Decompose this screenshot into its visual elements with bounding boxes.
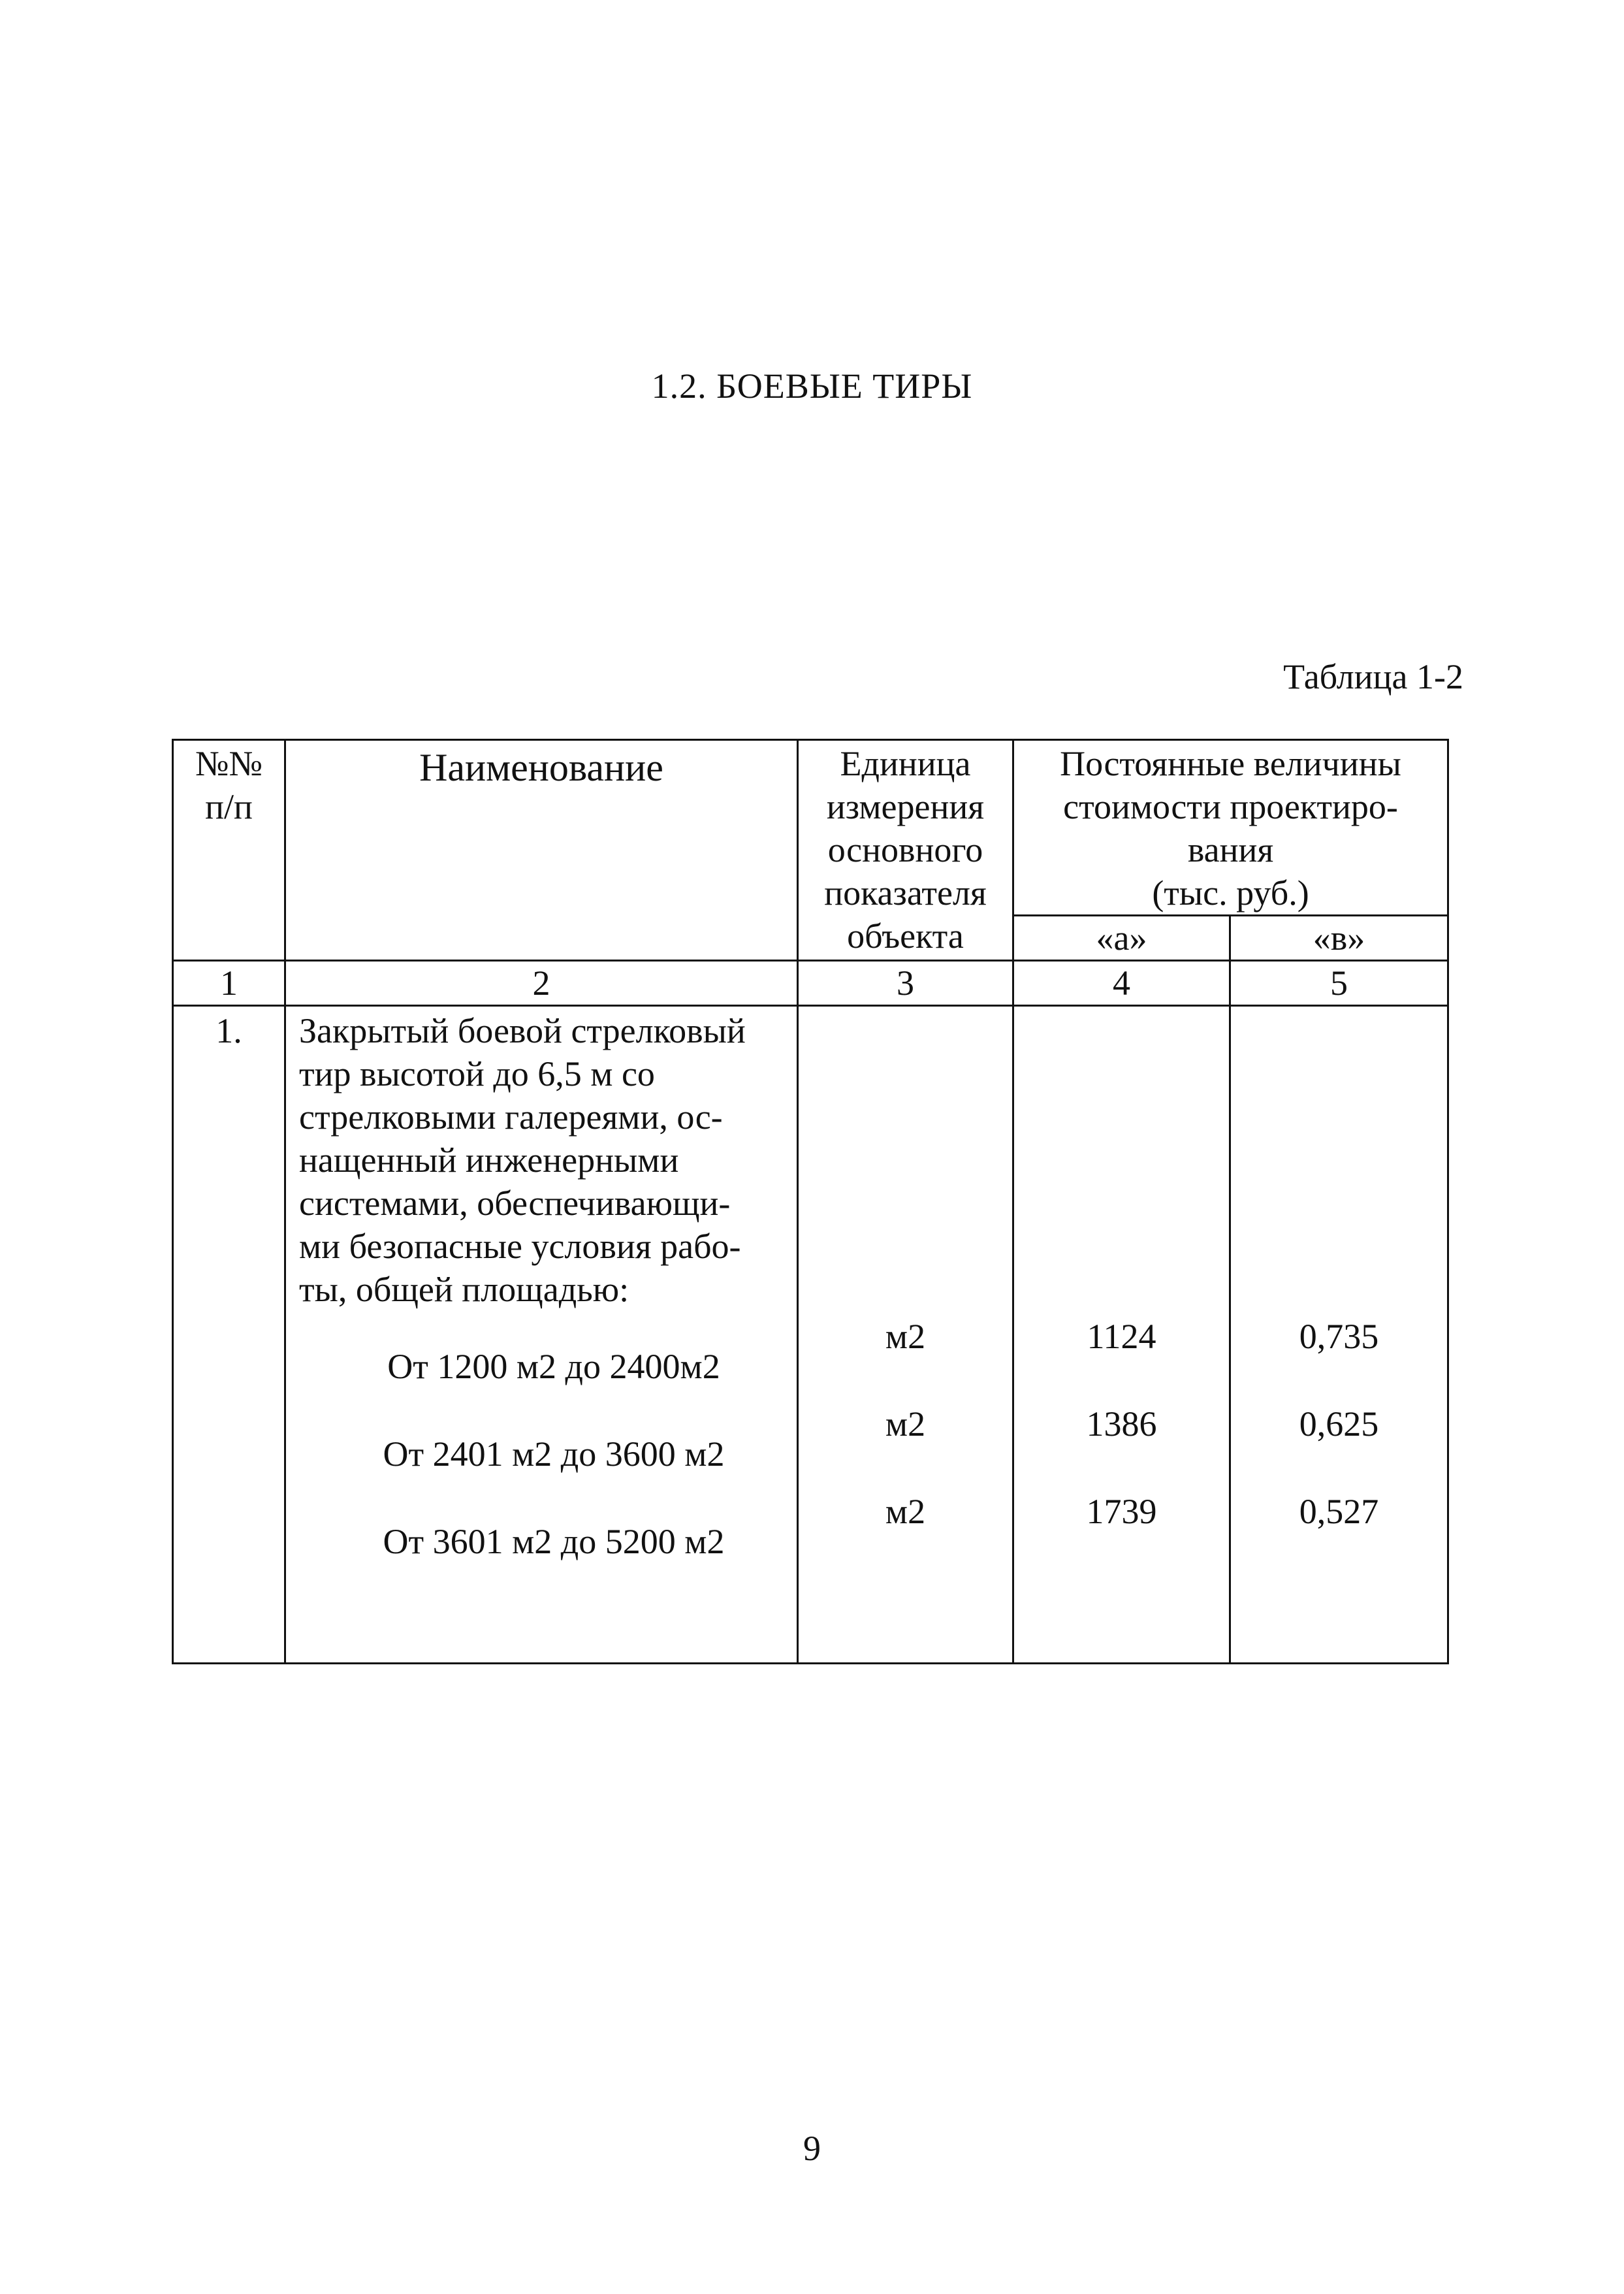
- header-unit-line-1: Единица: [840, 744, 971, 783]
- range-list: [299, 1345, 782, 1607]
- header-num-line-1: №№: [195, 744, 263, 783]
- column-index-1: 1: [173, 961, 285, 1006]
- column-index-4: 4: [1013, 961, 1230, 1006]
- table-row: [173, 1006, 1448, 1664]
- range-label-2: От 2401 м2 до 3600 м2: [383, 1434, 725, 1474]
- a-column: [1013, 1006, 1230, 1664]
- description-line-6: ми безопасные условия рабо-: [299, 1227, 741, 1266]
- header-const-line-1: Постоянные величины: [1060, 744, 1401, 783]
- header-unit-line-3: основного: [827, 830, 983, 869]
- header-unit-line-2: измерения: [826, 787, 985, 826]
- header-name: Наименование: [285, 740, 798, 961]
- header-unit-line-4: показателя: [824, 873, 987, 913]
- page-number: 9: [803, 2129, 821, 2168]
- range-unit-3: м2: [885, 1492, 926, 1531]
- range-unit-2: м2: [885, 1404, 926, 1444]
- column-index-3: 3: [798, 961, 1013, 1006]
- header-const-line-2: стоимости проектиро-: [1063, 787, 1398, 826]
- table-label: Таблица 1-2: [1283, 657, 1463, 696]
- description-line-4: нащенный инженерными: [299, 1140, 679, 1180]
- range-a-2: 1386: [1086, 1404, 1157, 1444]
- range-label-1: От 1200 м2 до 2400м2: [387, 1347, 720, 1386]
- column-index-5: 5: [1230, 961, 1448, 1006]
- row-description: [285, 1006, 798, 1664]
- header-const-line-3: вания: [1187, 830, 1274, 869]
- table-header-row: [173, 740, 1448, 916]
- description-line-5: системами, обеспечивающи-: [299, 1184, 731, 1223]
- range-a-1: 1124: [1087, 1317, 1156, 1356]
- section-title: 1.2. БОЕВЫЕ ТИРЫ: [651, 366, 973, 406]
- description-line-1: Закрытый боевой стрелковый: [299, 1011, 746, 1050]
- description-line-2: тир высотой до 6,5 м со: [299, 1054, 655, 1093]
- range-v-1: 0,735: [1299, 1317, 1379, 1356]
- column-index-row: [173, 961, 1448, 1006]
- cost-table: [172, 739, 1449, 1664]
- range-label-3: От 3601 м2 до 5200 м2: [383, 1522, 725, 1561]
- range-a-3: 1739: [1086, 1492, 1157, 1531]
- header-const-line-4: (тыс. руб.): [1152, 873, 1309, 913]
- header-num-line-2: п/п: [205, 787, 253, 826]
- description-line-3: стрелковыми галереями, ос-: [299, 1097, 723, 1137]
- unit-column: [798, 1006, 1013, 1664]
- header-v: «в»: [1230, 916, 1448, 961]
- row-number: 1.: [173, 1006, 285, 1664]
- range-unit-1: м2: [885, 1317, 926, 1356]
- header-unit-line-5: объекта: [847, 916, 964, 956]
- column-index-2: 2: [285, 961, 798, 1006]
- description-line-7: ты, общей площадью:: [299, 1270, 629, 1309]
- header-constants: [1013, 740, 1448, 916]
- v-column: [1230, 1006, 1448, 1664]
- header-a: «а»: [1013, 916, 1230, 961]
- range-v-2: 0,625: [1299, 1404, 1379, 1444]
- header-num: [173, 740, 285, 961]
- header-unit: [798, 740, 1013, 961]
- range-v-3: 0,527: [1299, 1492, 1379, 1531]
